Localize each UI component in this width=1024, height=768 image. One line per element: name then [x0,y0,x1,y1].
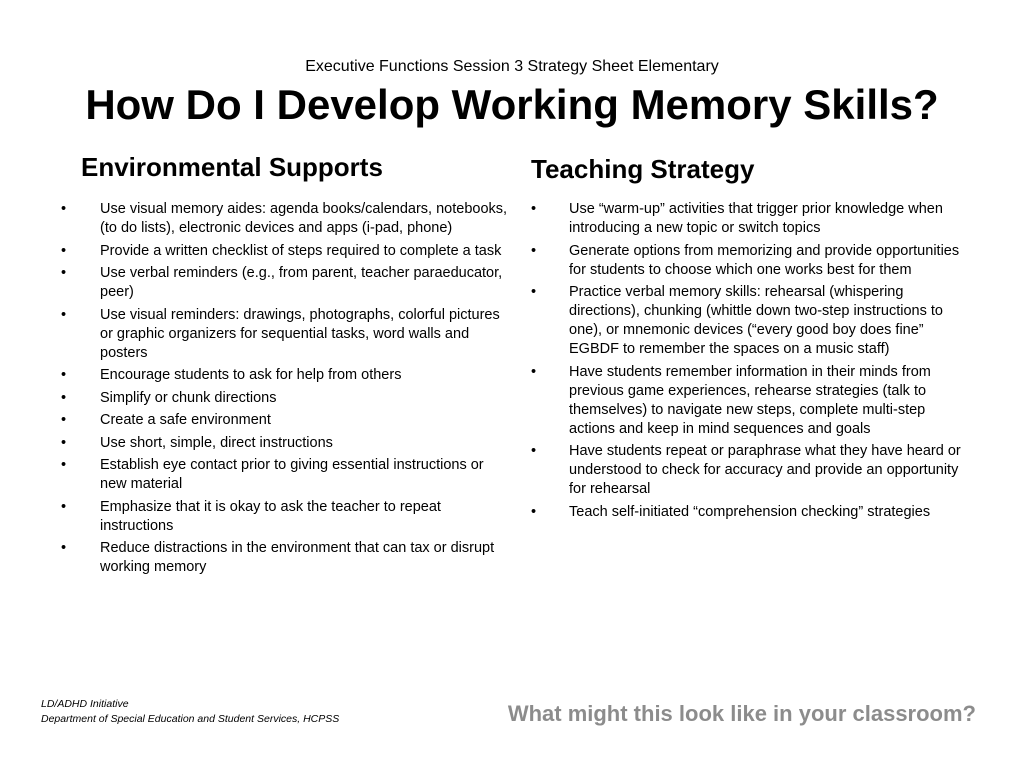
list-item-text: Provide a written checklist of steps required to complete a task [100,242,502,259]
bullet-icon: • [61,201,67,217]
list-item-text: Use verbal reminders (e.g., from parent, teacher paraeducator, peer) [100,265,503,300]
bullet-icon: • [531,284,537,300]
list-item-text: Use short, simple, direct instructions [100,434,333,451]
list-item-text: Have students repeat or paraphrase what they have heard or understood to check for accuracy and provide an opportunity for rehearsal [569,443,961,497]
teaching-strategy-list [527,200,967,525]
list-item [57,498,512,536]
list-item-text: Use visual memory aides: agenda books/calendars, notebooks, (to do lists), electronic devices and apps (i-pad, phone) [100,201,508,236]
list-item [57,539,512,577]
bullet-icon: • [61,498,67,515]
bullet-icon: • [531,363,537,380]
list-item [57,264,512,302]
footer-initiative: LD/ADHD Initiative [41,698,129,710]
bullet-icon: • [61,242,67,259]
list-item [57,456,512,494]
list-item [527,363,967,439]
bullet-icon: • [61,306,67,323]
list-item [527,200,967,238]
list-item [57,366,512,385]
bullet-icon: • [61,389,67,406]
list-item [527,242,967,280]
bullet-icon: • [61,434,67,451]
classroom-question: What might this look like in your classroom? [507,701,976,726]
list-item [527,442,967,499]
bullet-icon: • [61,265,67,281]
slide-title: How Do I Develop Working Memory Skills? [85,81,939,128]
list-item [57,306,512,363]
bullet-icon: • [61,412,67,428]
environmental-supports-heading: Environmental Supports [81,152,383,182]
list-item-text: Establish eye contact prior to giving essential instructions or new material [100,457,484,492]
list-item-text: Encourage students to ask for help from others [100,367,402,383]
list-item-text: Generate options from memorizing and provide opportunities for students to choose which one works best for them [569,242,960,278]
footer-organization [41,697,339,727]
slide-subtitle: Executive Functions Session 3 Strategy Sheet Elementary [305,58,719,75]
list-item-text: Reduce distractions in the environment that can tax or disrupt working memory [100,540,495,575]
list-item-text: Emphasize that it is okay to ask the teacher to repeat instructions [100,498,441,534]
footer-department: Department of Special Education and Student Services, HCPSS [41,713,340,725]
list-item-text: Have students remember information in their minds from previous game experiences, rehearse strategies (talk to themselves) to navigate new steps, complete multi-step actions and keep in mind sequences and goals [569,363,931,437]
list-item [57,389,512,408]
list-item [57,242,512,261]
list-item-text: Use visual reminders: drawings, photographs, colorful pictures or graphic organizers for sequential tasks, word walls and posters [100,306,500,361]
list-item [57,434,512,453]
environmental-supports-list [57,200,512,581]
list-item [527,503,967,522]
bullet-icon: • [531,201,537,217]
list-item-text: Practice verbal memory skills: rehearsal (whispering directions), chunking (whittle down two-step instructions to one), or mnemonic devices (“every good boy does fine” EGBDF to remember the spaces on a music staff) [569,284,943,357]
bullet-icon: • [531,503,537,520]
bullet-icon: • [531,443,537,459]
list-item-text: Use “warm-up” activities that trigger prior knowledge when introducing a new topic or switch topics [569,201,943,236]
list-item-text: Teach self-initiated “comprehension checking” strategies [569,503,931,520]
list-item [57,411,512,430]
list-item [57,200,512,238]
bullet-icon: • [61,367,67,383]
bullet-icon: • [61,540,67,556]
list-item [527,283,967,359]
list-item-text: Create a safe environment [100,412,271,428]
teaching-strategy-heading: Teaching Strategy [531,154,755,184]
list-item-text: Simplify or chunk directions [100,389,277,406]
bullet-icon: • [61,457,67,473]
bullet-icon: • [531,242,537,259]
